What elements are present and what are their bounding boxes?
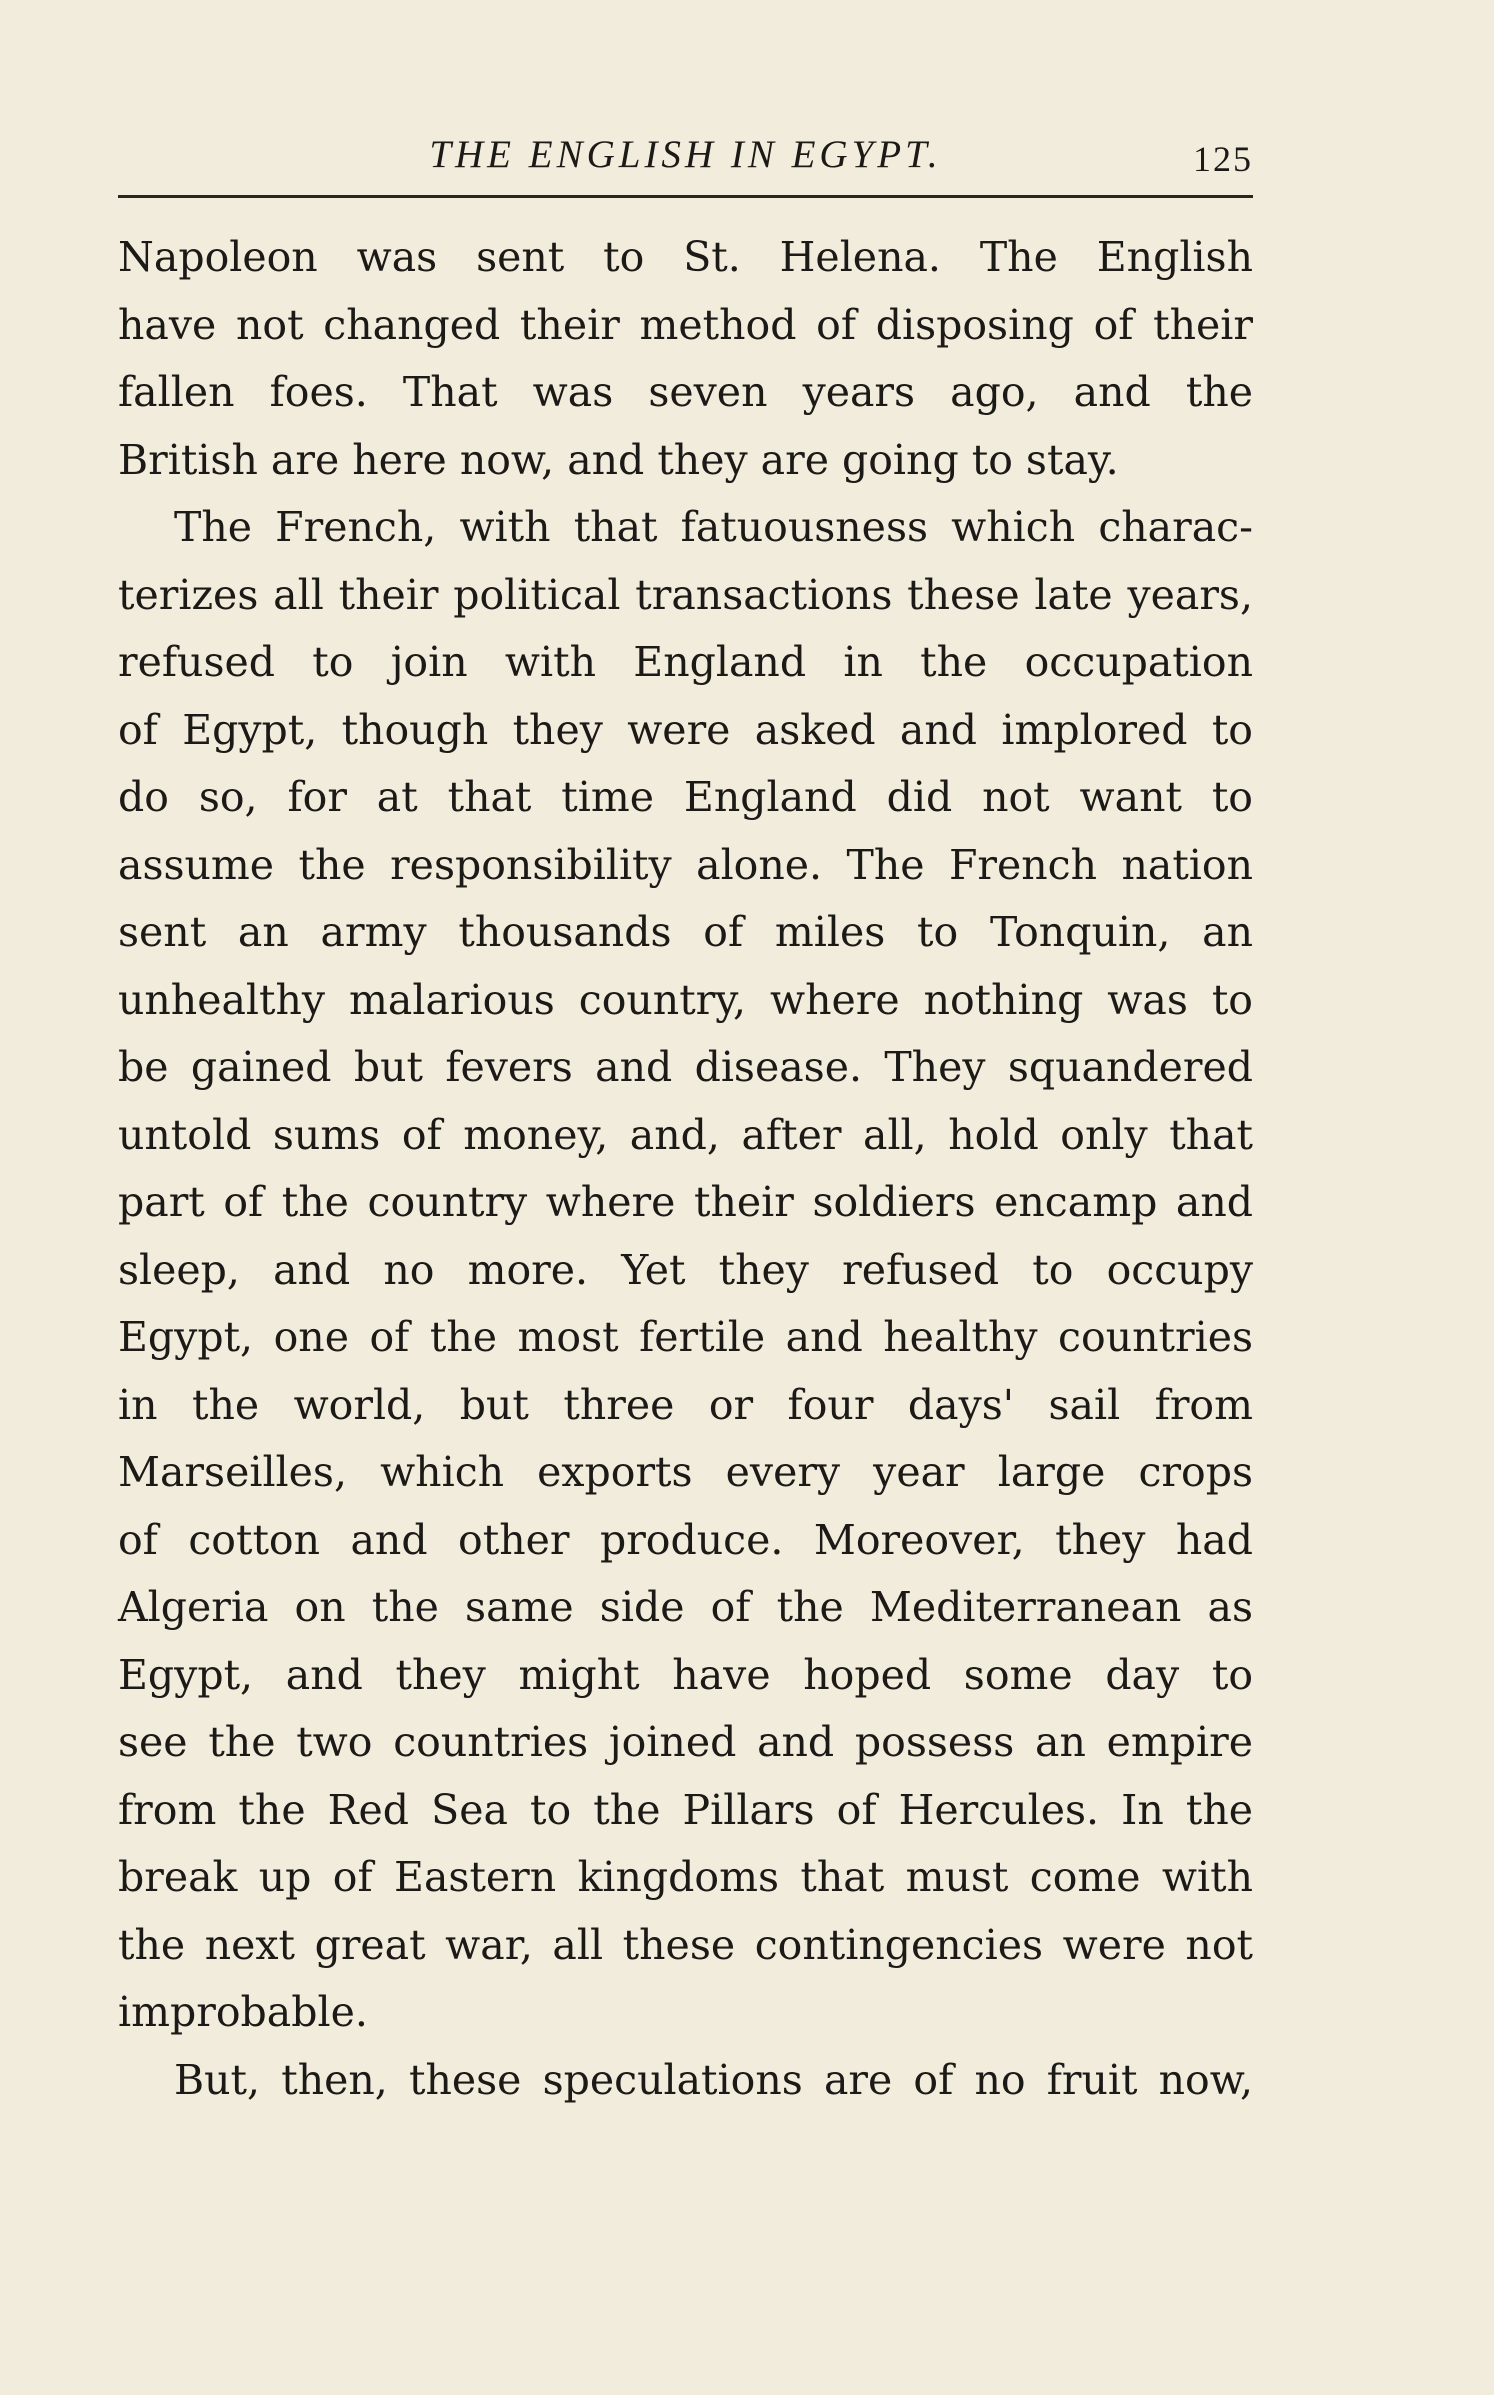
- text-line: sleep, and no more. Yet they refused to occupy: [118, 1245, 1253, 1294]
- text-line: part of the country where their soldiers encamp and: [118, 1178, 1253, 1226]
- text-line: British are here now, and they are going to stay.: [118, 435, 1119, 484]
- text-line: of cotton and other produce. Moreover, they had: [118, 1515, 1253, 1564]
- text-line: Egypt, one of the most fertile and healthy countries: [118, 1313, 1253, 1361]
- text-line: improbable.: [118, 1988, 368, 2036]
- text-line: have not changed their method of disposing of their: [118, 300, 1253, 349]
- text-line: in the world, but three or four days' sail from: [118, 1380, 1253, 1429]
- text-line: from the Red Sea to the Pillars of Hercules. In the: [118, 1785, 1253, 1834]
- page-number: 125: [1193, 139, 1253, 179]
- text-line: assume the responsibility alone. The French nation: [118, 840, 1253, 889]
- text-line: Egypt, and they might have hoped some day to: [118, 1650, 1253, 1699]
- text-line: terizes all their political transactions these late years,: [118, 570, 1253, 619]
- running-title: THE ENGLISH IN EGYPT.: [429, 133, 942, 176]
- text-line: do so, for at that time England did not want to: [118, 773, 1253, 821]
- text-line: fallen foes. That was seven years ago, and the: [118, 368, 1253, 416]
- text-line: But, then, these speculations are of no fruit now,: [174, 2055, 1253, 2104]
- text-line: of Egypt, though they were asked and implored to: [118, 705, 1253, 754]
- text-line: Napoleon was sent to St. Helena. The English: [118, 233, 1253, 281]
- text-line: break up of Eastern kingdoms that must come with: [118, 1853, 1253, 1901]
- text-line: Algeria on the same side of the Mediterranean as: [118, 1583, 1253, 1631]
- body-text: [118, 224, 1253, 2114]
- text-line: be gained but fevers and disease. They squandered: [118, 1043, 1253, 1091]
- text-line: sent an army thousands of miles to Tonquin, an: [118, 908, 1253, 956]
- text-line: unhealthy malarious country, where nothing was to: [118, 975, 1253, 1024]
- text-line: refused to join with England in the occupation: [118, 638, 1253, 686]
- text-line: The French, with that fatuousness which charac-: [174, 503, 1253, 551]
- header-rule: [118, 195, 1253, 198]
- text-line: the next great war, all these contingencies were not: [118, 1920, 1253, 1969]
- text-line: see the two countries joined and possess an empire: [118, 1718, 1253, 1766]
- running-head: [118, 128, 1253, 188]
- text-line: untold sums of money, and, after all, hold only that: [118, 1110, 1253, 1159]
- text-line: Marseilles, which exports every year large crops: [118, 1448, 1253, 1496]
